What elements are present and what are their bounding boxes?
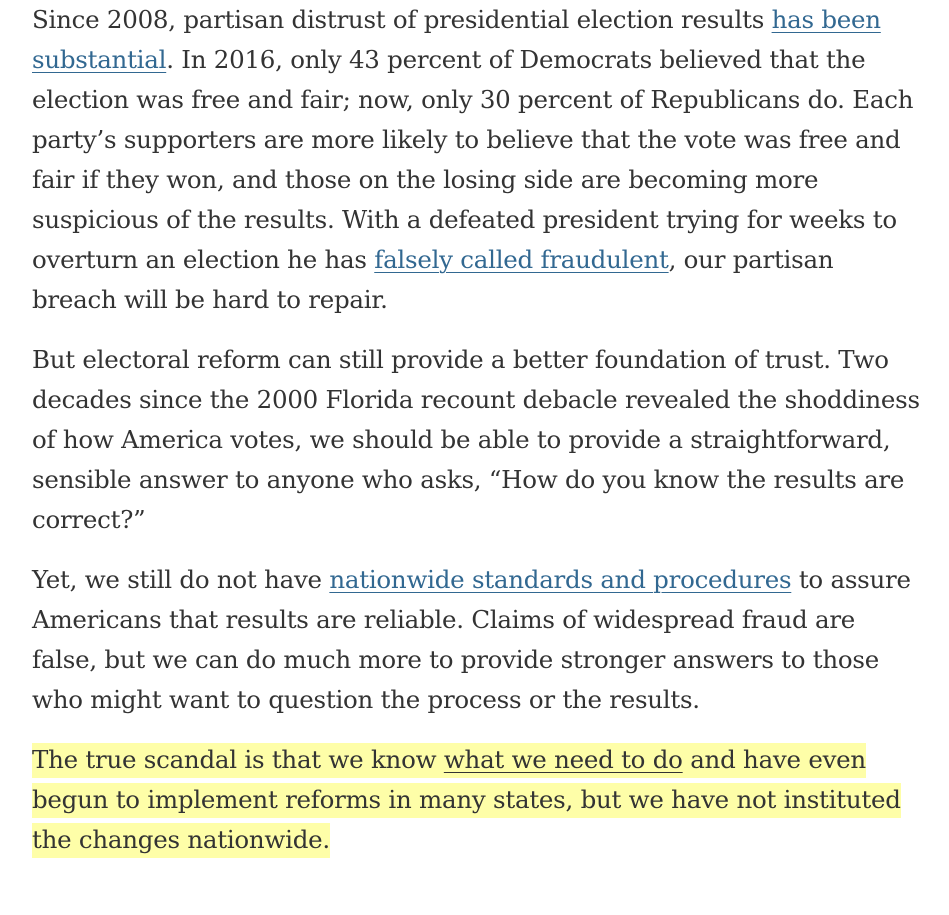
paragraph-3-text-a: Yet, we still do not have — [32, 565, 330, 594]
article-body — [32, 0, 922, 880]
highlighted-passage — [32, 743, 901, 858]
link-nationwide-standards[interactable]: nationwide standards and procedures — [329, 565, 792, 594]
link-falsely-called-fraudulent[interactable]: falsely called fraudulent — [374, 245, 669, 274]
paragraph-1-text-a: Since 2008, partisan distrust of presidential election results — [32, 5, 772, 34]
paragraph-1-text-c: , our partisan breach will be hard to repair. — [32, 245, 834, 314]
link-has-been-substantial[interactable]: has been substantial — [32, 5, 881, 74]
paragraph-3 — [32, 560, 922, 720]
paragraph-3-text-b: to assure Americans that results are reliable. Claims of widespread fraud are false, but we can do much more to provide stronger answers to those who might want to question the process or the results. — [32, 565, 911, 714]
paragraph-1-text-b: . In 2016, only 43 percent of Democrats believed that the election was free and fair; now, only 30 percent of Republicans do. Each party’s supporters are more likely to believe that the vote was free and fair if they won, and those on the losing side are becoming more suspicious of the results. With a defeated president trying for weeks to overturn an election he has — [32, 45, 914, 274]
link-what-we-need-to-do[interactable]: what we need to do — [443, 745, 683, 774]
paragraph-1 — [32, 0, 922, 320]
paragraph-2 — [32, 340, 922, 540]
paragraph-4-text-b: and have even begun to implement reforms in many states, but we have not instituted the changes nationwide. — [32, 745, 901, 854]
paragraph-4-highlighted — [32, 740, 922, 860]
paragraph-4-text-a: The true scandal is that we know — [32, 745, 444, 774]
paragraph-2-text: But electoral reform can still provide a better foundation of trust. Two decades since the 2000 Florida recount debacle revealed the shoddiness of how America votes, we should be able to provide a straightforward, sensible answer to anyone who asks, “How do you know the results are correct?” — [32, 345, 920, 534]
